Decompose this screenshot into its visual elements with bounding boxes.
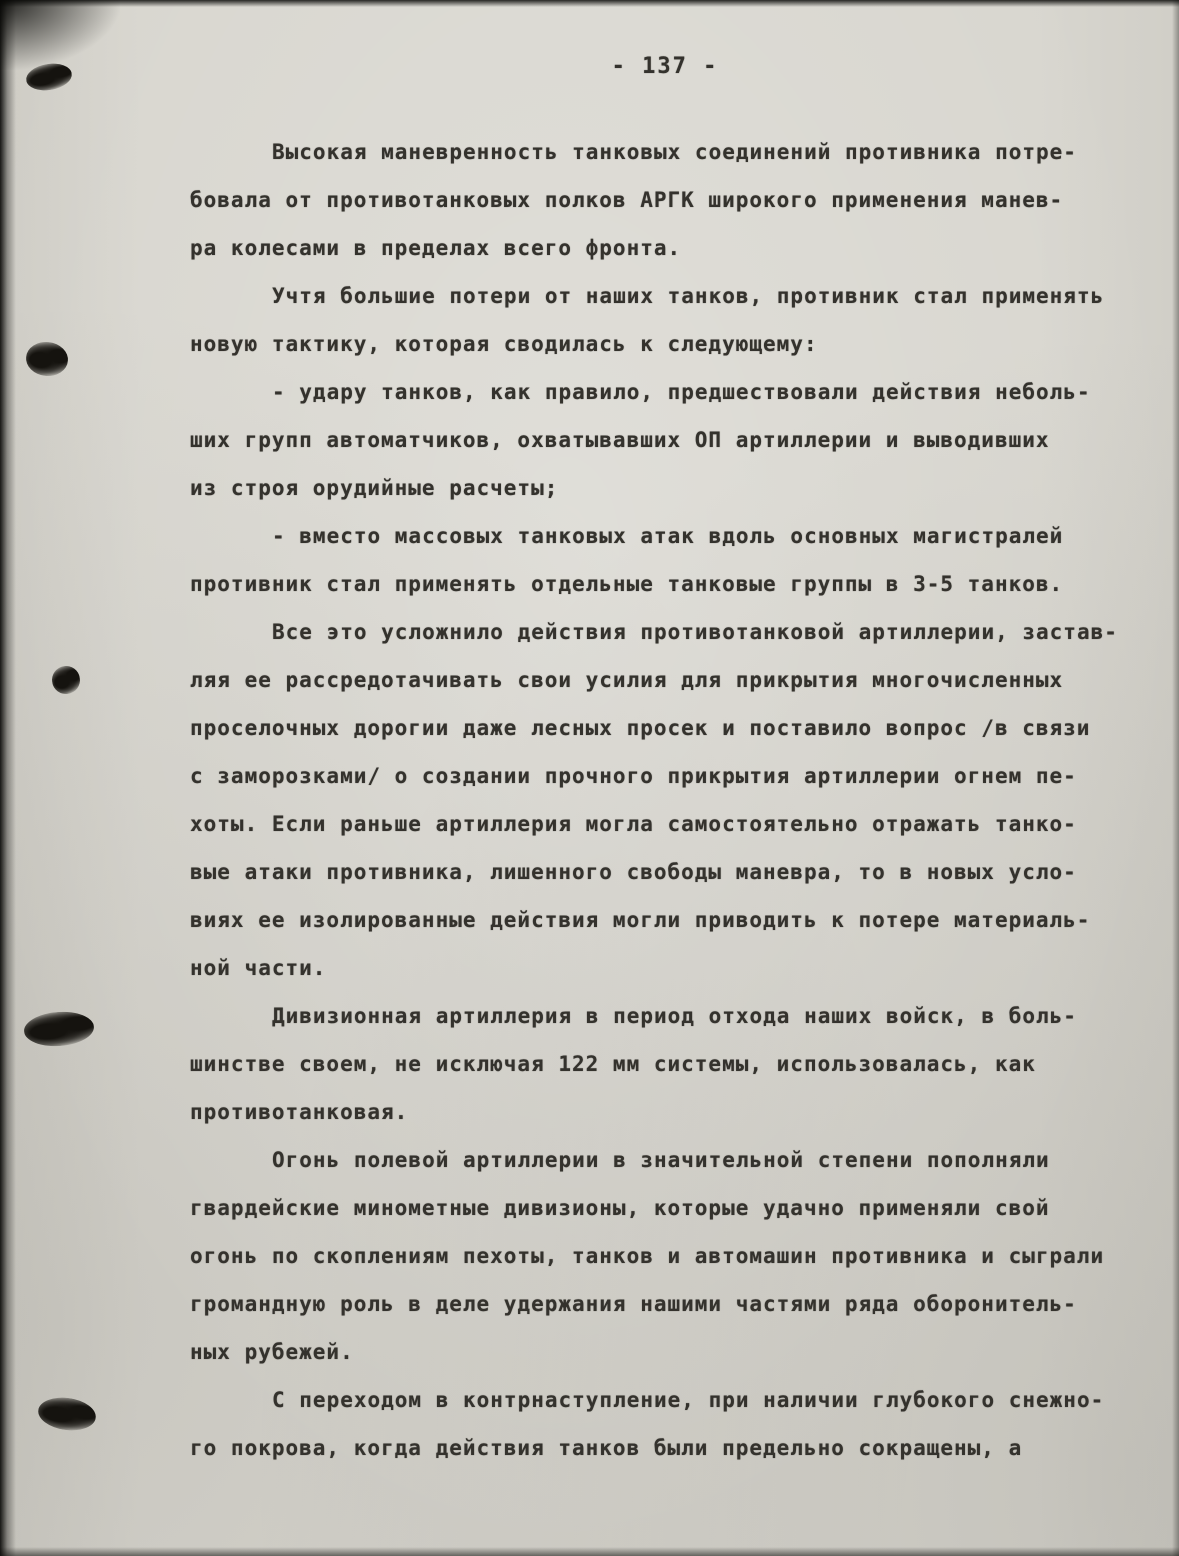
document-text xyxy=(190,128,1150,1472)
text-line: с заморозками/ о создании прочного прикрытия артиллерии огнем пе- xyxy=(190,764,1077,788)
paragraph xyxy=(190,1376,1150,1472)
scan-edge-bottom xyxy=(0,1547,1179,1556)
text-line: из строя орудийные расчеты; xyxy=(190,476,559,500)
text-line: Все это усложнило действия противотанковой артиллерии, застав- xyxy=(272,620,1118,644)
scan-corner-shadow xyxy=(0,0,120,70)
text-line: С переходом в контрнаступление, при наличии глубокого снежно- xyxy=(272,1388,1105,1412)
paragraph xyxy=(190,512,1150,608)
ink-mark xyxy=(24,340,69,378)
paragraph xyxy=(190,368,1150,512)
ink-mark xyxy=(36,1394,98,1434)
text-line: огонь по скоплениям пехоты, танков и автомашин противника и сыграли xyxy=(190,1244,1105,1268)
text-line: Огонь полевой артиллерии в значительной степени пополняли xyxy=(272,1148,1050,1172)
ink-mark xyxy=(23,1010,95,1049)
page-number: - 137 - xyxy=(611,54,719,79)
text-line: бовала от противотанковых полков АРГК широкого применения манев- xyxy=(190,188,1064,212)
text-line: противотанковая. xyxy=(190,1100,409,1124)
text-line: Дивизионная артиллерия в период отхода наших войск, в боль- xyxy=(272,1004,1077,1028)
scan-edge-left xyxy=(0,0,16,1556)
text-line: хоты. Если раньше артиллерия могла самостоятельно отражать танко- xyxy=(190,812,1077,836)
text-line: виях ее изолированные действия могли приводить к потере материаль- xyxy=(190,908,1091,932)
text-line: шинстве своем, не исключая 122 мм системы, использовалась, как xyxy=(190,1052,1036,1076)
text-line: - удару танков, как правило, предшествовали действия неболь- xyxy=(272,380,1091,404)
paragraph xyxy=(190,992,1150,1136)
paragraph xyxy=(190,608,1150,992)
text-line: противник стал применять отдельные танковые группы в 3-5 танков. xyxy=(190,572,1064,596)
text-line: Учтя большие потери от наших танков, противник стал применять xyxy=(272,284,1105,308)
text-line: ных рубежей. xyxy=(190,1340,354,1364)
text-line: ной части. xyxy=(190,956,327,980)
text-line: - вместо массовых танковых атак вдоль основных магистралей xyxy=(272,524,1064,548)
text-line: гвардейские минометные дивизионы, которые удачно применяли свой xyxy=(190,1196,1050,1220)
text-line: ра колесами в пределах всего фронта. xyxy=(190,236,682,260)
paragraph xyxy=(190,128,1150,272)
text-line: вые атаки противника, лишенного свободы маневра, то в новых усло- xyxy=(190,860,1077,884)
scan-edge-top xyxy=(0,0,1179,7)
text-line: новую тактику, которая сводилась к следующему: xyxy=(190,332,818,356)
text-line: Высокая маневренность танковых соединений противника потре- xyxy=(272,140,1077,164)
text-line: ших групп автоматчиков, охватывавших ОП артиллерии и выводивших xyxy=(190,428,1050,452)
ink-mark xyxy=(50,664,82,696)
paragraph xyxy=(190,1136,1150,1376)
text-line: го покрова, когда действия танков были предельно сокращены, а xyxy=(190,1436,1023,1460)
paragraph xyxy=(190,272,1150,368)
text-line: ляя ее рассредотачивать свои усилия для прикрытия многочисленных xyxy=(190,668,1064,692)
scan-edge-right xyxy=(1172,0,1179,1556)
text-line: проселочных дорогии даже лесных просек и поставило вопрос /в связи xyxy=(190,716,1091,740)
text-line: громандную роль в деле удержания нашими частями ряда оборонитель- xyxy=(190,1292,1077,1316)
